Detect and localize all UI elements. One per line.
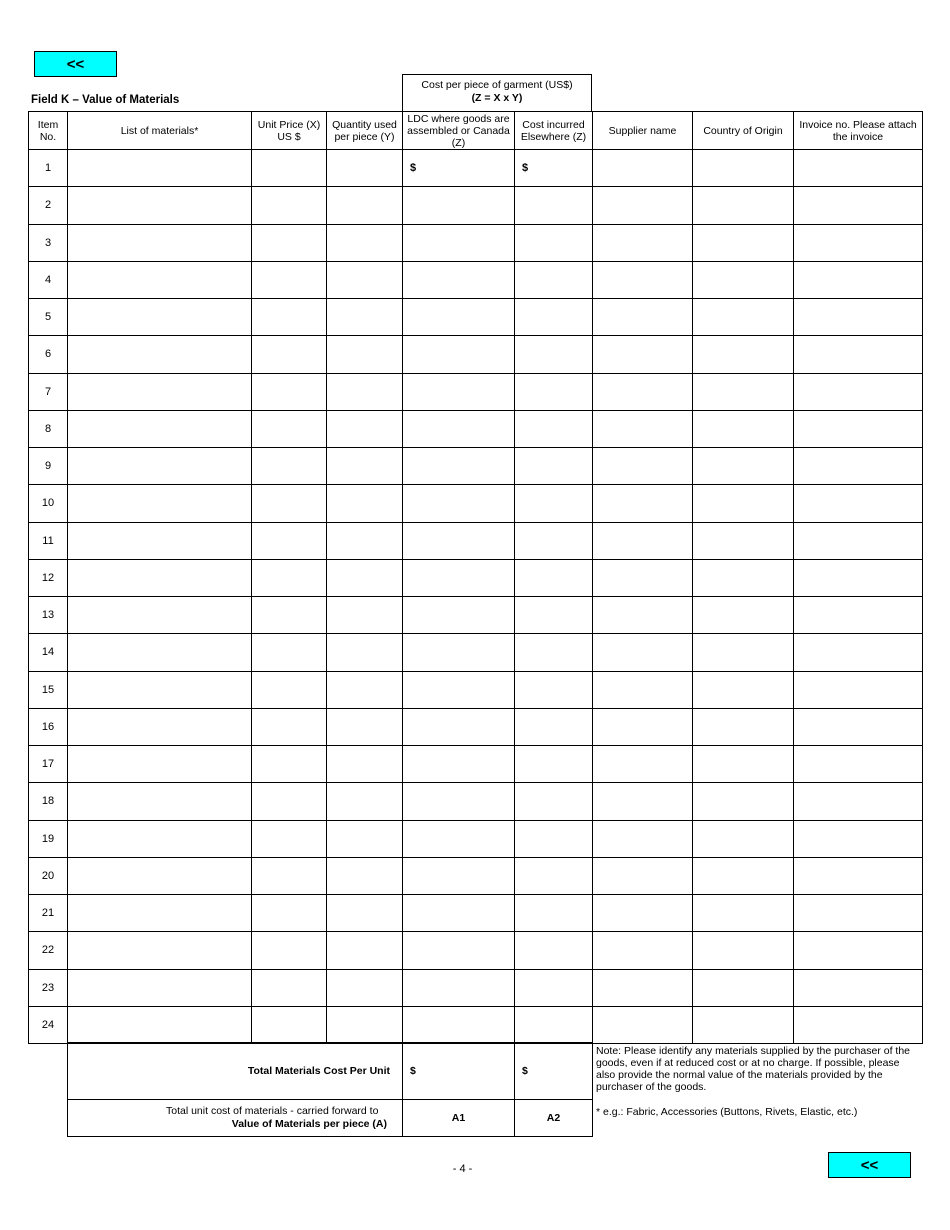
invoice-no-cell[interactable] bbox=[794, 261, 923, 298]
unit-price-cell[interactable] bbox=[252, 336, 327, 373]
cost-ldc-cell[interactable] bbox=[403, 224, 515, 261]
table-row bbox=[29, 187, 923, 224]
table-row bbox=[29, 746, 923, 783]
quantity-used-cell[interactable] bbox=[327, 1006, 403, 1043]
cost-ldc-cell[interactable] bbox=[403, 671, 515, 708]
invoice-no-cell[interactable] bbox=[794, 820, 923, 857]
cost-ldc-cell[interactable] bbox=[403, 299, 515, 336]
item-number: 21 bbox=[29, 895, 68, 932]
table-row bbox=[29, 783, 923, 820]
table-row bbox=[29, 261, 923, 298]
supplier-name-cell[interactable] bbox=[593, 708, 693, 745]
back-button-bottom[interactable]: << bbox=[828, 1152, 911, 1178]
list-of-materials-cell[interactable] bbox=[68, 299, 252, 336]
list-of-materials-cell[interactable] bbox=[68, 1006, 252, 1043]
item-number: 7 bbox=[29, 373, 68, 410]
country-of-origin-cell[interactable] bbox=[693, 1006, 794, 1043]
quantity-used-cell[interactable] bbox=[327, 634, 403, 671]
unit-price-cell[interactable] bbox=[252, 820, 327, 857]
item-number: 1 bbox=[29, 150, 68, 187]
country-of-origin-cell[interactable] bbox=[693, 224, 794, 261]
cost-elsewhere-cell[interactable] bbox=[515, 597, 593, 634]
quantity-used-cell[interactable] bbox=[327, 857, 403, 894]
supplier-name-cell[interactable] bbox=[593, 448, 693, 485]
invoice-no-cell[interactable] bbox=[794, 597, 923, 634]
country-of-origin-cell[interactable] bbox=[693, 150, 794, 187]
back-button-top[interactable]: << bbox=[34, 51, 117, 77]
supplier-name-cell[interactable] bbox=[593, 187, 693, 224]
list-of-materials-cell[interactable] bbox=[68, 746, 252, 783]
quantity-used-cell[interactable] bbox=[327, 969, 403, 1006]
table-row bbox=[29, 448, 923, 485]
supplier-name-cell[interactable] bbox=[593, 857, 693, 894]
supplier-name-cell[interactable] bbox=[593, 1006, 693, 1043]
invoice-no-cell[interactable] bbox=[794, 969, 923, 1006]
cost-ldc-cell[interactable] bbox=[403, 187, 515, 224]
cost-elsewhere-cell[interactable] bbox=[515, 783, 593, 820]
unit-price-cell[interactable] bbox=[252, 410, 327, 447]
country-of-origin-cell[interactable] bbox=[693, 448, 794, 485]
invoice-no-cell[interactable] bbox=[794, 448, 923, 485]
supplier-name-cell[interactable] bbox=[593, 559, 693, 596]
country-of-origin-cell[interactable] bbox=[693, 522, 794, 559]
cost-ldc-cell[interactable] bbox=[403, 522, 515, 559]
item-number: 2 bbox=[29, 187, 68, 224]
country-of-origin-cell[interactable] bbox=[693, 932, 794, 969]
unit-price-cell[interactable] bbox=[252, 708, 327, 745]
unit-price-cell[interactable] bbox=[252, 857, 327, 894]
supplier-name-cell[interactable] bbox=[593, 224, 693, 261]
total-materials-label: Total Materials Cost Per Unit bbox=[68, 1043, 403, 1100]
table-row bbox=[29, 559, 923, 596]
cost-elsewhere-cell[interactable] bbox=[515, 559, 593, 596]
cost-ldc-cell[interactable] bbox=[403, 783, 515, 820]
list-of-materials-cell[interactable] bbox=[68, 783, 252, 820]
invoice-no-cell[interactable] bbox=[794, 150, 923, 187]
purchaser-note: Note: Please identify any materials supplied by the purchaser of the goods, even if at reduced cost or at no charge. If possible, please also provide the normal value of the materials provided by the purchaser of the goods. bbox=[596, 1045, 911, 1093]
cost-ldc-cell[interactable] bbox=[403, 746, 515, 783]
cost-elsewhere-cell[interactable] bbox=[515, 1006, 593, 1043]
invoice-no-cell[interactable] bbox=[794, 559, 923, 596]
unit-price-cell[interactable] bbox=[252, 373, 327, 410]
quantity-used-cell[interactable] bbox=[327, 559, 403, 596]
invoice-no-cell[interactable] bbox=[794, 410, 923, 447]
carried-forward-line2: Value of Materials per piece (A) bbox=[231, 1118, 387, 1130]
totals-table bbox=[67, 1042, 593, 1137]
country-of-origin-cell[interactable] bbox=[693, 634, 794, 671]
unit-price-cell[interactable] bbox=[252, 895, 327, 932]
list-of-materials-cell[interactable] bbox=[68, 932, 252, 969]
list-of-materials-cell[interactable] bbox=[68, 448, 252, 485]
unit-price-cell[interactable] bbox=[252, 299, 327, 336]
list-of-materials-cell[interactable] bbox=[68, 485, 252, 522]
table-row bbox=[29, 336, 923, 373]
table-row bbox=[29, 597, 923, 634]
list-of-materials-cell[interactable] bbox=[68, 820, 252, 857]
cost-elsewhere-cell[interactable] bbox=[515, 187, 593, 224]
country-of-origin-cell[interactable] bbox=[693, 373, 794, 410]
quantity-used-cell[interactable] bbox=[327, 485, 403, 522]
quantity-used-cell[interactable] bbox=[327, 708, 403, 745]
invoice-no-cell[interactable] bbox=[794, 932, 923, 969]
unit-price-cell[interactable] bbox=[252, 746, 327, 783]
item-number: 24 bbox=[29, 1006, 68, 1043]
unit-price-cell[interactable] bbox=[252, 932, 327, 969]
quantity-used-cell[interactable] bbox=[327, 299, 403, 336]
quantity-used-cell[interactable] bbox=[327, 522, 403, 559]
table-row bbox=[29, 299, 923, 336]
supplier-name-cell[interactable] bbox=[593, 150, 693, 187]
country-of-origin-cell[interactable] bbox=[693, 187, 794, 224]
cost-ldc-cell[interactable] bbox=[403, 559, 515, 596]
item-number: 5 bbox=[29, 299, 68, 336]
cost-ldc-cell[interactable] bbox=[403, 1006, 515, 1043]
country-of-origin-cell[interactable] bbox=[693, 708, 794, 745]
table-row bbox=[29, 708, 923, 745]
table-row bbox=[29, 373, 923, 410]
table-row bbox=[29, 634, 923, 671]
supplier-name-cell[interactable] bbox=[593, 336, 693, 373]
quantity-used-cell[interactable] bbox=[327, 373, 403, 410]
supplier-name-cell[interactable] bbox=[593, 373, 693, 410]
supplier-name-cell[interactable] bbox=[593, 895, 693, 932]
country-of-origin-cell[interactable] bbox=[693, 671, 794, 708]
table-row bbox=[29, 485, 923, 522]
table-row bbox=[29, 671, 923, 708]
cost-elsewhere-cell[interactable] bbox=[515, 261, 593, 298]
col-country-of-origin-header: Country of Origin bbox=[693, 112, 794, 150]
quantity-used-cell[interactable] bbox=[327, 261, 403, 298]
cost-ldc-cell[interactable] bbox=[403, 373, 515, 410]
country-of-origin-cell[interactable] bbox=[693, 969, 794, 1006]
supplier-name-cell[interactable] bbox=[593, 746, 693, 783]
list-of-materials-cell[interactable] bbox=[68, 373, 252, 410]
table-row bbox=[29, 820, 923, 857]
quantity-used-cell[interactable] bbox=[327, 410, 403, 447]
unit-price-cell[interactable] bbox=[252, 559, 327, 596]
quantity-used-cell[interactable] bbox=[327, 187, 403, 224]
unit-price-cell[interactable] bbox=[252, 187, 327, 224]
item-number: 22 bbox=[29, 932, 68, 969]
cost-ldc-cell[interactable] bbox=[403, 932, 515, 969]
country-of-origin-cell[interactable] bbox=[693, 597, 794, 634]
country-of-origin-cell[interactable] bbox=[693, 299, 794, 336]
quantity-used-cell[interactable] bbox=[327, 895, 403, 932]
a2-cell: A2 bbox=[515, 1100, 593, 1137]
field-k-title: Field K – Value of Materials bbox=[31, 94, 180, 106]
quantity-used-cell[interactable] bbox=[327, 448, 403, 485]
table-row bbox=[29, 895, 923, 932]
invoice-no-cell[interactable] bbox=[794, 522, 923, 559]
country-of-origin-cell[interactable] bbox=[693, 895, 794, 932]
cost-elsewhere-cell[interactable] bbox=[515, 820, 593, 857]
table-header-row bbox=[29, 112, 923, 150]
item-number: 20 bbox=[29, 857, 68, 894]
list-of-materials-cell[interactable] bbox=[68, 708, 252, 745]
item-number: 23 bbox=[29, 969, 68, 1006]
table-row bbox=[29, 522, 923, 559]
col-cost-elsewhere-header: Cost incurred Elsewhere (Z) bbox=[515, 112, 593, 150]
cost-ldc-cell[interactable] bbox=[403, 336, 515, 373]
list-of-materials-cell[interactable] bbox=[68, 150, 252, 187]
country-of-origin-cell[interactable] bbox=[693, 783, 794, 820]
quantity-used-cell[interactable] bbox=[327, 671, 403, 708]
item-number: 18 bbox=[29, 783, 68, 820]
supplier-name-cell[interactable] bbox=[593, 485, 693, 522]
cost-elsewhere-cell[interactable] bbox=[515, 932, 593, 969]
supplier-name-cell[interactable] bbox=[593, 820, 693, 857]
table-row bbox=[29, 224, 923, 261]
col-unit-price-header: Unit Price (X) US $ bbox=[252, 112, 327, 150]
table-row bbox=[29, 932, 923, 969]
invoice-no-cell[interactable] bbox=[794, 634, 923, 671]
cost-elsewhere-cell[interactable] bbox=[515, 708, 593, 745]
a1-cell: A1 bbox=[403, 1100, 515, 1137]
cost-ldc-cell[interactable] bbox=[403, 708, 515, 745]
unit-price-cell[interactable] bbox=[252, 783, 327, 820]
cost-elsewhere-cell[interactable] bbox=[515, 373, 593, 410]
list-of-materials-cell[interactable] bbox=[68, 597, 252, 634]
invoice-no-cell[interactable] bbox=[794, 708, 923, 745]
cost-ldc-cell[interactable] bbox=[403, 895, 515, 932]
unit-price-cell[interactable] bbox=[252, 522, 327, 559]
supplier-name-cell[interactable] bbox=[593, 261, 693, 298]
list-of-materials-cell[interactable] bbox=[68, 559, 252, 596]
col-invoice-no-header: Invoice no. Please attach the invoice bbox=[794, 112, 923, 150]
cost-ldc-cell[interactable] bbox=[403, 597, 515, 634]
country-of-origin-cell[interactable] bbox=[693, 746, 794, 783]
list-of-materials-cell[interactable] bbox=[68, 895, 252, 932]
item-number: 11 bbox=[29, 522, 68, 559]
list-of-materials-cell[interactable] bbox=[68, 336, 252, 373]
list-of-materials-cell[interactable] bbox=[68, 671, 252, 708]
supplier-name-cell[interactable] bbox=[593, 634, 693, 671]
invoice-no-cell[interactable] bbox=[794, 746, 923, 783]
list-of-materials-cell[interactable] bbox=[68, 410, 252, 447]
cost-ldc-cell[interactable]: $ bbox=[403, 150, 515, 187]
supplier-name-cell[interactable] bbox=[593, 671, 693, 708]
item-number: 19 bbox=[29, 820, 68, 857]
list-of-materials-cell[interactable] bbox=[68, 857, 252, 894]
item-number: 12 bbox=[29, 559, 68, 596]
item-number: 3 bbox=[29, 224, 68, 261]
invoice-no-cell[interactable] bbox=[794, 671, 923, 708]
supplier-name-cell[interactable] bbox=[593, 783, 693, 820]
quantity-used-cell[interactable] bbox=[327, 746, 403, 783]
unit-price-cell[interactable] bbox=[252, 1006, 327, 1043]
list-of-materials-cell[interactable] bbox=[68, 634, 252, 671]
item-number: 4 bbox=[29, 261, 68, 298]
cost-elsewhere-cell[interactable] bbox=[515, 410, 593, 447]
unit-price-cell[interactable] bbox=[252, 485, 327, 522]
cost-ldc-cell[interactable] bbox=[403, 485, 515, 522]
carried-forward-line1: Total unit cost of materials - carried forward to bbox=[166, 1105, 379, 1117]
item-number: 17 bbox=[29, 746, 68, 783]
cost-elsewhere-cell[interactable] bbox=[515, 224, 593, 261]
table-row bbox=[29, 150, 923, 187]
cost-ldc-cell[interactable] bbox=[403, 261, 515, 298]
table-row bbox=[29, 857, 923, 894]
cost-elsewhere-cell[interactable]: $ bbox=[515, 150, 593, 187]
cost-elsewhere-cell[interactable] bbox=[515, 448, 593, 485]
quantity-used-cell[interactable] bbox=[327, 932, 403, 969]
quantity-used-cell[interactable] bbox=[327, 224, 403, 261]
cost-ldc-cell[interactable] bbox=[403, 969, 515, 1006]
col-supplier-name-header: Supplier name bbox=[593, 112, 693, 150]
country-of-origin-cell[interactable] bbox=[693, 336, 794, 373]
supplier-name-cell[interactable] bbox=[593, 522, 693, 559]
page-number: - 4 - bbox=[452, 1163, 473, 1175]
cost-elsewhere-cell[interactable] bbox=[515, 895, 593, 932]
invoice-no-cell[interactable] bbox=[794, 336, 923, 373]
cost-ldc-cell[interactable] bbox=[403, 410, 515, 447]
cost-elsewhere-cell[interactable] bbox=[515, 969, 593, 1006]
invoice-no-cell[interactable] bbox=[794, 299, 923, 336]
country-of-origin-cell[interactable] bbox=[693, 820, 794, 857]
list-of-materials-cell[interactable] bbox=[68, 969, 252, 1006]
country-of-origin-cell[interactable] bbox=[693, 261, 794, 298]
col-cost-ldc-header: LDC where goods are assembled or Canada (Z) bbox=[403, 112, 515, 150]
unit-price-cell[interactable] bbox=[252, 150, 327, 187]
supplier-name-cell[interactable] bbox=[593, 969, 693, 1006]
cost-elsewhere-cell[interactable] bbox=[515, 485, 593, 522]
item-number: 15 bbox=[29, 671, 68, 708]
supplier-name-cell[interactable] bbox=[593, 597, 693, 634]
country-of-origin-cell[interactable] bbox=[693, 559, 794, 596]
invoice-no-cell[interactable] bbox=[794, 857, 923, 894]
item-number: 14 bbox=[29, 634, 68, 671]
invoice-no-cell[interactable] bbox=[794, 187, 923, 224]
unit-price-cell[interactable] bbox=[252, 634, 327, 671]
materials-example: * e.g.: Fabric, Accessories (Buttons, Rivets, Elastic, etc.) bbox=[596, 1106, 858, 1118]
supplier-name-cell[interactable] bbox=[593, 410, 693, 447]
quantity-used-cell[interactable] bbox=[327, 783, 403, 820]
unit-price-cell[interactable] bbox=[252, 969, 327, 1006]
unit-price-cell[interactable] bbox=[252, 671, 327, 708]
cost-group-formula: (Z = X x Y) bbox=[471, 92, 523, 104]
item-number: 13 bbox=[29, 597, 68, 634]
item-number: 9 bbox=[29, 448, 68, 485]
cost-ldc-cell[interactable] bbox=[403, 857, 515, 894]
col-item-no-header: Item No. bbox=[29, 112, 68, 150]
supplier-name-cell[interactable] bbox=[593, 932, 693, 969]
carried-forward-label bbox=[68, 1100, 403, 1137]
list-of-materials-cell[interactable] bbox=[68, 261, 252, 298]
cost-group-header bbox=[402, 74, 592, 111]
cost-elsewhere-cell[interactable] bbox=[515, 522, 593, 559]
materials-table bbox=[28, 111, 923, 1044]
cost-elsewhere-cell[interactable] bbox=[515, 857, 593, 894]
cost-elsewhere-cell[interactable] bbox=[515, 746, 593, 783]
list-of-materials-cell[interactable] bbox=[68, 187, 252, 224]
item-number: 6 bbox=[29, 336, 68, 373]
country-of-origin-cell[interactable] bbox=[693, 857, 794, 894]
invoice-no-cell[interactable] bbox=[794, 895, 923, 932]
table-row bbox=[29, 969, 923, 1006]
cost-ldc-cell[interactable] bbox=[403, 820, 515, 857]
list-of-materials-cell[interactable] bbox=[68, 224, 252, 261]
cost-elsewhere-cell[interactable] bbox=[515, 671, 593, 708]
unit-price-cell[interactable] bbox=[252, 448, 327, 485]
table-row bbox=[29, 410, 923, 447]
invoice-no-cell[interactable] bbox=[794, 373, 923, 410]
cost-ldc-cell[interactable] bbox=[403, 448, 515, 485]
supplier-name-cell[interactable] bbox=[593, 299, 693, 336]
invoice-no-cell[interactable] bbox=[794, 783, 923, 820]
invoice-no-cell[interactable] bbox=[794, 485, 923, 522]
cost-ldc-cell[interactable] bbox=[403, 634, 515, 671]
cost-group-title: Cost per piece of garment (US$) bbox=[421, 79, 573, 91]
quantity-used-cell[interactable] bbox=[327, 820, 403, 857]
list-of-materials-cell[interactable] bbox=[68, 522, 252, 559]
item-number: 16 bbox=[29, 708, 68, 745]
total-elsewhere-cell[interactable]: $ bbox=[515, 1043, 593, 1100]
quantity-used-cell[interactable] bbox=[327, 336, 403, 373]
unit-price-cell[interactable] bbox=[252, 597, 327, 634]
total-ldc-cell[interactable]: $ bbox=[403, 1043, 515, 1100]
col-quantity-used-header: Quantity used per piece (Y) bbox=[327, 112, 403, 150]
col-list-of-materials-header: List of materials* bbox=[68, 112, 252, 150]
quantity-used-cell[interactable] bbox=[327, 150, 403, 187]
item-number: 10 bbox=[29, 485, 68, 522]
unit-price-cell[interactable] bbox=[252, 224, 327, 261]
table-row bbox=[29, 1006, 923, 1043]
invoice-no-cell[interactable] bbox=[794, 224, 923, 261]
invoice-no-cell[interactable] bbox=[794, 1006, 923, 1043]
cost-elsewhere-cell[interactable] bbox=[515, 299, 593, 336]
item-number: 8 bbox=[29, 410, 68, 447]
unit-price-cell[interactable] bbox=[252, 261, 327, 298]
cost-elsewhere-cell[interactable] bbox=[515, 336, 593, 373]
country-of-origin-cell[interactable] bbox=[693, 485, 794, 522]
country-of-origin-cell[interactable] bbox=[693, 410, 794, 447]
cost-elsewhere-cell[interactable] bbox=[515, 634, 593, 671]
quantity-used-cell[interactable] bbox=[327, 597, 403, 634]
